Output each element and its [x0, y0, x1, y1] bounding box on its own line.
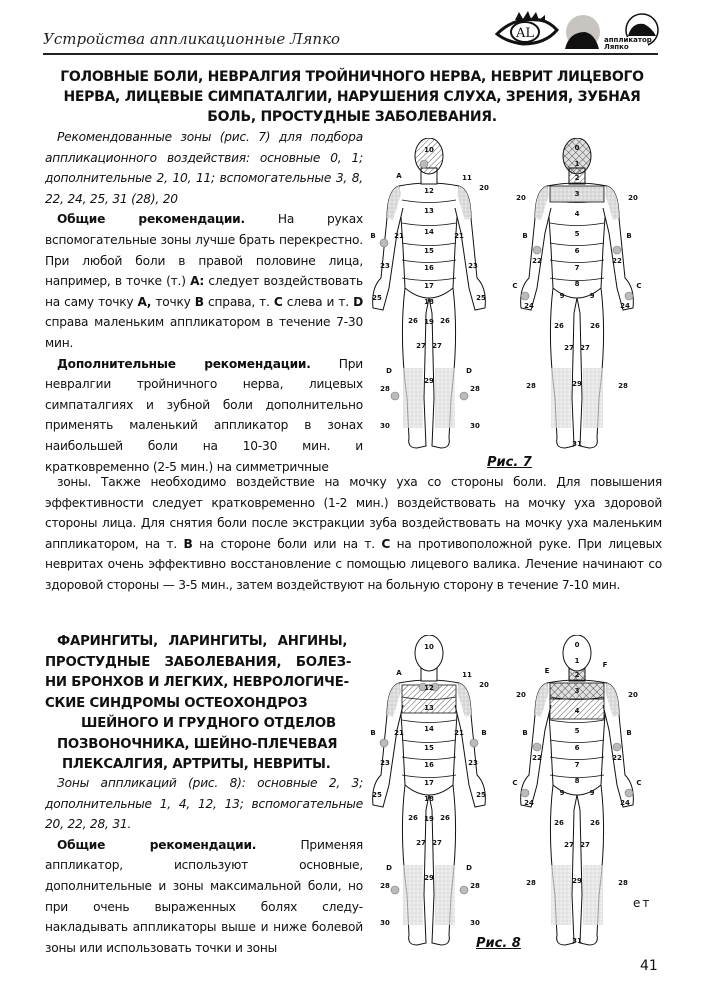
zone-label: 21 [394, 729, 404, 737]
zone-label: 23 [468, 759, 478, 767]
zone-label: 9 [589, 789, 595, 797]
section1-intro: Рекомендованные зоны (рис. 7) для подбора аппликационного воздействия: основные 0, 1; дополнительные 2, 10, 11; вспомогательные 3, 8, 22, 24, 25, 31 (28), 20 [45, 130, 363, 206]
zone-label: B [370, 232, 376, 240]
zone-label: C [512, 779, 518, 787]
shin-zone-right [583, 865, 603, 925]
zone-label: 27 [564, 344, 574, 352]
right-arm [455, 186, 485, 310]
zone-label: 20 [628, 691, 638, 699]
zone-label: 26 [554, 819, 564, 827]
zone-label: 9 [589, 292, 595, 300]
zone-label: C [636, 282, 642, 290]
zone-label: 26 [590, 322, 600, 330]
acupoint-marker [380, 739, 388, 747]
heading-line: ПРОСТУДНЫЕ ЗАБОЛЕВАНИЯ, БОЛЕЗ- [45, 654, 352, 670]
text-run: следует воздействовать на саму точку [45, 274, 364, 309]
zone-label: 21 [454, 729, 464, 737]
zone-label: 4 [574, 210, 580, 218]
zone-label: 25 [476, 294, 486, 302]
zone-label: 4 [574, 707, 580, 715]
zone-label: 0 [574, 144, 580, 152]
shin-zone-left [403, 865, 423, 925]
logo-caption: аппликатор Ляпко [604, 36, 652, 51]
point-label: С [381, 536, 391, 551]
zone-label: 18 [424, 795, 434, 803]
zone-label: 27 [416, 342, 426, 350]
zone-label: 28 [470, 882, 480, 890]
zone-label: 13 [424, 704, 434, 712]
zone-label: 8 [574, 777, 580, 785]
zone-label: 14 [424, 725, 434, 733]
zone-label: 9 [559, 292, 565, 300]
zone-label: 26 [408, 317, 418, 325]
zone-label: 30 [470, 422, 480, 430]
point-label: А, [137, 294, 152, 309]
zone-label: 27 [416, 839, 426, 847]
zone-label: C [636, 779, 642, 787]
zone-label: B [370, 729, 376, 737]
zone-label: 28 [526, 879, 536, 887]
zone-label: 29 [424, 377, 434, 385]
head [415, 138, 443, 174]
zone-label: 13 [424, 207, 434, 215]
acupoint-marker [613, 246, 621, 254]
acupoint-marker [625, 789, 633, 797]
zone-label: 2 [574, 174, 580, 182]
left-arm [373, 683, 403, 807]
acupoint-marker [380, 239, 388, 247]
zone-label: 24 [620, 302, 630, 310]
zone-label: 11 [462, 174, 472, 182]
heading-line: ФАРИНГИТЫ, ЛАРИНГИТЫ, АНГИНЫ, [57, 634, 348, 649]
zone-label: 29 [424, 874, 434, 882]
zone-label: D [386, 367, 392, 375]
zone-label: 15 [424, 247, 434, 255]
zone-label: 25 [372, 791, 382, 799]
zone-label: 3 [574, 687, 580, 695]
text-run: справа маленьким аппликатором в течение 7-30 мин. [45, 315, 363, 350]
acupoint-marker [391, 886, 399, 894]
figure-7-body-back [505, 138, 650, 453]
acupoint-marker [460, 392, 468, 400]
zone-label: 20 [516, 194, 526, 202]
acupoint-marker [521, 292, 529, 300]
zone-label: 3 [574, 190, 580, 198]
zone-label: A [396, 172, 402, 180]
zone-label: B [522, 729, 528, 737]
zone-label: 25 [476, 791, 486, 799]
zone-label: 16 [424, 761, 434, 769]
zone-label: 28 [618, 382, 628, 390]
point-label: D [353, 294, 363, 309]
zone-label: 17 [424, 779, 434, 787]
heading-line: ШЕЙНОГО И ГРУДНОГО ОТДЕЛОВ [81, 716, 336, 731]
zone-label: 30 [380, 919, 390, 927]
zone-label: 22 [612, 257, 622, 265]
text-run: На руках вспомогательные зоны лучше брать перекрестно. При любой боли в правой половине лица, например, в точке (т.) [45, 212, 363, 289]
cropped-text-fragment: ет [633, 896, 652, 910]
zone-label: 31 [572, 937, 582, 945]
text-run: точку [151, 294, 195, 309]
text-run: слева и т. [282, 294, 354, 309]
acupoint-marker [391, 392, 399, 400]
zone-label: 27 [564, 841, 574, 849]
running-header-title: Устройства аппликационные Ляпко [43, 30, 341, 48]
shin-zone-left [551, 368, 571, 428]
figure-8-body-back [505, 635, 650, 950]
zone-label: F [602, 661, 608, 669]
left-arm [373, 186, 403, 310]
zone-label: 2 [574, 671, 580, 679]
zone-label: 17 [424, 282, 434, 290]
page-number: 41 [640, 958, 658, 974]
zone-label: 19 [424, 318, 434, 326]
zone-label: D [386, 864, 392, 872]
zone-label: B [481, 729, 487, 737]
zone-label: 5 [574, 727, 580, 735]
right-arm [455, 683, 485, 807]
zone-label: 22 [532, 754, 542, 762]
zone-label: 11 [462, 671, 472, 679]
acupoint-marker [521, 789, 529, 797]
figure-8-body-front [362, 635, 497, 950]
zone-label: 20 [479, 184, 489, 192]
zone-label: B [626, 729, 632, 737]
zone-label: 10 [424, 643, 434, 651]
acupoint-marker [533, 246, 541, 254]
heading-line: НИ БРОНХОВ И ЛЕГКИХ, НЕВРОЛОГИЧЕ- [45, 675, 349, 690]
zone-label: D [466, 367, 472, 375]
zone-label: 27 [432, 342, 442, 350]
heading-line: СКИЕ СИНДРОМЫ ОСТЕОХОНДРОЗ [45, 695, 308, 711]
zone-label: 27 [580, 344, 590, 352]
section2-heading [45, 632, 363, 776]
zone-label: 26 [590, 819, 600, 827]
shin-zone-left [551, 865, 571, 925]
zone-label: 21 [394, 232, 404, 240]
section1-general-recommendations [45, 209, 363, 353]
text-run: справа, т. [203, 294, 274, 309]
zone-label: 26 [440, 317, 450, 325]
zone-label: 9 [559, 789, 565, 797]
zone-label: 29 [572, 380, 582, 388]
general-title: Общие рекомендации. [57, 212, 245, 227]
zone-label: 20 [628, 194, 638, 202]
zone-label: 31 [572, 440, 582, 448]
zone-label: C [512, 282, 518, 290]
acupoint-marker [420, 160, 428, 168]
zone-label: D [466, 864, 472, 872]
zone-label: 1 [574, 160, 580, 168]
shin-zone-right [583, 368, 603, 428]
zone-label: 28 [470, 385, 480, 393]
text-run: При невралгии тройничного нерва, лицевых симпаталгиях и зубной боли дополнительно применять маленький аппликатор в зонах наибольшей боли на 10-30 мин. и кратковременно (2-5 мин.) на симметричные [45, 356, 363, 474]
text-run: на стороне боли или на т. [192, 536, 382, 551]
header-rule [43, 53, 658, 55]
section1-extra-recommendations [45, 354, 363, 478]
zone-label: 23 [468, 262, 478, 270]
zone-label: 28 [618, 879, 628, 887]
figure-8-caption: Рис. 8 [476, 936, 521, 951]
point-label: С [273, 294, 283, 309]
section2-general-recommendations [45, 835, 363, 959]
zone-label: 22 [612, 754, 622, 762]
eye-logo-icon [497, 11, 557, 44]
acupoint-marker [533, 743, 541, 751]
zone-label: 1 [574, 657, 580, 665]
text-run: Применяя аппликатор, используют основные, дополнительные и зоны максимальной боли, но при очень выраженных болях следу- накладывать аппликаторы выше и ниже болевой зоны или использовать точки и зоны [45, 837, 363, 955]
acupoint-marker [460, 886, 468, 894]
zone-label: 23 [380, 759, 390, 767]
zone-label: 7 [574, 761, 580, 769]
zone-label: 12 [424, 684, 434, 692]
text-run: зоны. Также необходимо воздействие на мочку уха со стороны боли. Для повышения эффективности следует кратковременно (1-2 мин.) воздействовать на мочку уха здоровой стороны лица. Для снятия боли после экстракции зуба воздействовать на мочку уха маленьким аппликатором, на т. [45, 475, 662, 551]
zone-label: 26 [408, 814, 418, 822]
point-label: В [183, 536, 193, 551]
section1-heading: ГОЛОВНЫЕ БОЛИ, НЕВРАЛГИЯ ТРОЙНИЧНОГО НЕРВА, НЕВРИТ ЛИЦЕВОГО НЕРВА, ЛИЦЕВЫЕ СИМПАТАЛГИИ, НАРУШЕНИЯ СЛУХА, ЗРЕНИЯ, ЗУБНАЯ БОЛЬ, ПРОСТУДНЫЕ ЗАБОЛЕВАНИЯ. [60, 69, 644, 125]
zone-label: 7 [574, 264, 580, 272]
zone-label: 26 [440, 814, 450, 822]
section1-left-column [45, 127, 363, 477]
zone-label: 14 [424, 228, 434, 236]
heading-line: ПОЗВОНОЧНИКА, ШЕЙНО-ПЛЕЧЕВАЯ [57, 736, 338, 752]
sun-hedgehog-logo-icon [565, 15, 600, 49]
continued-paragraph [45, 472, 662, 596]
zone-label: 18 [424, 298, 434, 306]
zone-label: 19 [424, 815, 434, 823]
point-label: В [194, 294, 204, 309]
zone-label: 12 [424, 187, 434, 195]
extra-title: Дополнительные рекомендации. [57, 356, 311, 371]
zone-label: 24 [620, 799, 630, 807]
zone-label: 22 [532, 257, 542, 265]
zone-label: 20 [516, 691, 526, 699]
zone-label: B [626, 232, 632, 240]
acupoint-marker [613, 743, 621, 751]
zone-label: 28 [526, 382, 536, 390]
zone-label: 20 [479, 681, 489, 689]
zone-label: 25 [372, 294, 382, 302]
heading-line: ПЛЕКСАЛГИЯ, АРТРИТЫ, НЕВРИТЫ. [62, 757, 331, 772]
zone-label: 23 [380, 262, 390, 270]
zone-label: 24 [524, 799, 534, 807]
zone-label: A [396, 669, 402, 677]
zone-label: 16 [424, 264, 434, 272]
figure-7-caption: Рис. 7 [487, 455, 532, 470]
acupoint-marker [625, 292, 633, 300]
section1-continued-text [45, 472, 662, 596]
zone-label: 15 [424, 744, 434, 752]
shin-zone-right [435, 368, 455, 428]
text-run: на противоположной руке. При лицевых невритах очень эффективно восстановление с помощью лицевого валика. Лечение начинают со здоровой стороны — 3-5 мин., затем воздействуют на больную сторону в течение 7-10 мин. [45, 536, 662, 592]
zone-label: 27 [432, 839, 442, 847]
section2-left-column [45, 773, 363, 958]
zone-label: 10 [424, 146, 434, 154]
zone-label: 0 [574, 641, 580, 649]
zone-label: 29 [572, 877, 582, 885]
head [415, 635, 443, 671]
point-label: А: [190, 274, 205, 289]
zone-label: 30 [380, 422, 390, 430]
section2-intro: Зоны аппликаций (рис. 8): основные 2, 3; дополнительные 1, 4, 12, 13; вспомогательные 20, 22, 28, 31. [45, 776, 363, 832]
acupoint-marker [470, 739, 478, 747]
zone-label: 21 [454, 232, 464, 240]
general-title: Общие рекомендации. [57, 837, 257, 852]
zone-label: 30 [470, 919, 480, 927]
zone-label: 26 [554, 322, 564, 330]
zone-label: 28 [380, 385, 390, 393]
zone-label: 28 [380, 882, 390, 890]
zone-label: 8 [574, 280, 580, 288]
zone-label: 27 [580, 841, 590, 849]
zone-label: 6 [574, 247, 580, 255]
svg-text:AL: AL [515, 26, 535, 41]
shin-zone-left [403, 368, 423, 428]
zone-label: 6 [574, 744, 580, 752]
zone-label: E [544, 667, 550, 675]
shin-zone-right [435, 865, 455, 925]
zone-label: 5 [574, 230, 580, 238]
zone-label: 24 [524, 302, 534, 310]
figure-7-body-front [362, 138, 497, 453]
zone-label: B [522, 232, 528, 240]
